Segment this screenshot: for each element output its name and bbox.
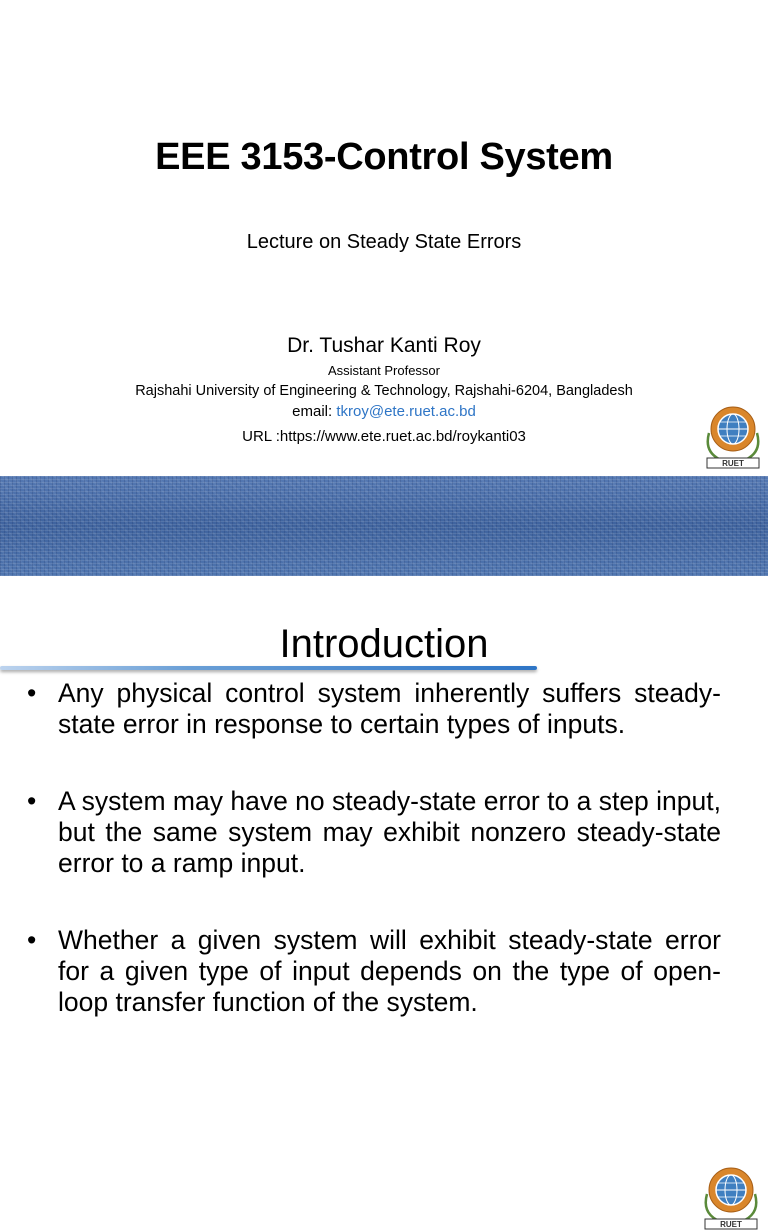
decorative-band (0, 476, 768, 576)
bullet-list (0, 678, 768, 1064)
title-slide (0, 0, 768, 580)
introduction-slide (0, 580, 768, 1229)
author-name: Dr. Tushar Kanti Roy (287, 334, 481, 357)
bullet-item: • Whether a given system will exhibit steady-state error for a given type of input depends on the type of open-loop transfer function of the system. (0, 925, 768, 1018)
svg-text:RUET: RUET (722, 459, 744, 468)
slide-heading: Introduction (279, 622, 489, 666)
heading-underline (0, 666, 537, 670)
author-url: URL :https://www.ete.ruet.ac.bd/roykanti03 (242, 428, 526, 445)
bullet-item: • A system may have no steady-state error to a step input, but the same system may exhibit nonzero steady-state error to a ramp input. (0, 786, 768, 879)
course-title: EEE 3153-Control System (155, 136, 613, 178)
svg-text:RUET: RUET (720, 1220, 742, 1229)
author-position: Assistant Professor (328, 363, 440, 378)
bullet-item: • Any physical control system inherently suffers steady-state error in response to certain types of inputs. (0, 678, 768, 740)
lecture-subtitle: Lecture on Steady State Errors (246, 231, 522, 253)
email-label: email: (292, 403, 337, 420)
author-institution: Rajshahi University of Engineering & Technology, Rajshahi-6204, Bangladesh (135, 383, 633, 399)
ruet-logo-icon (697, 1164, 765, 1232)
ruet-logo-icon (699, 403, 767, 471)
email-link[interactable]: tkroy@ete.ruet.ac.bd (336, 403, 476, 420)
author-email-line (0, 403, 768, 420)
